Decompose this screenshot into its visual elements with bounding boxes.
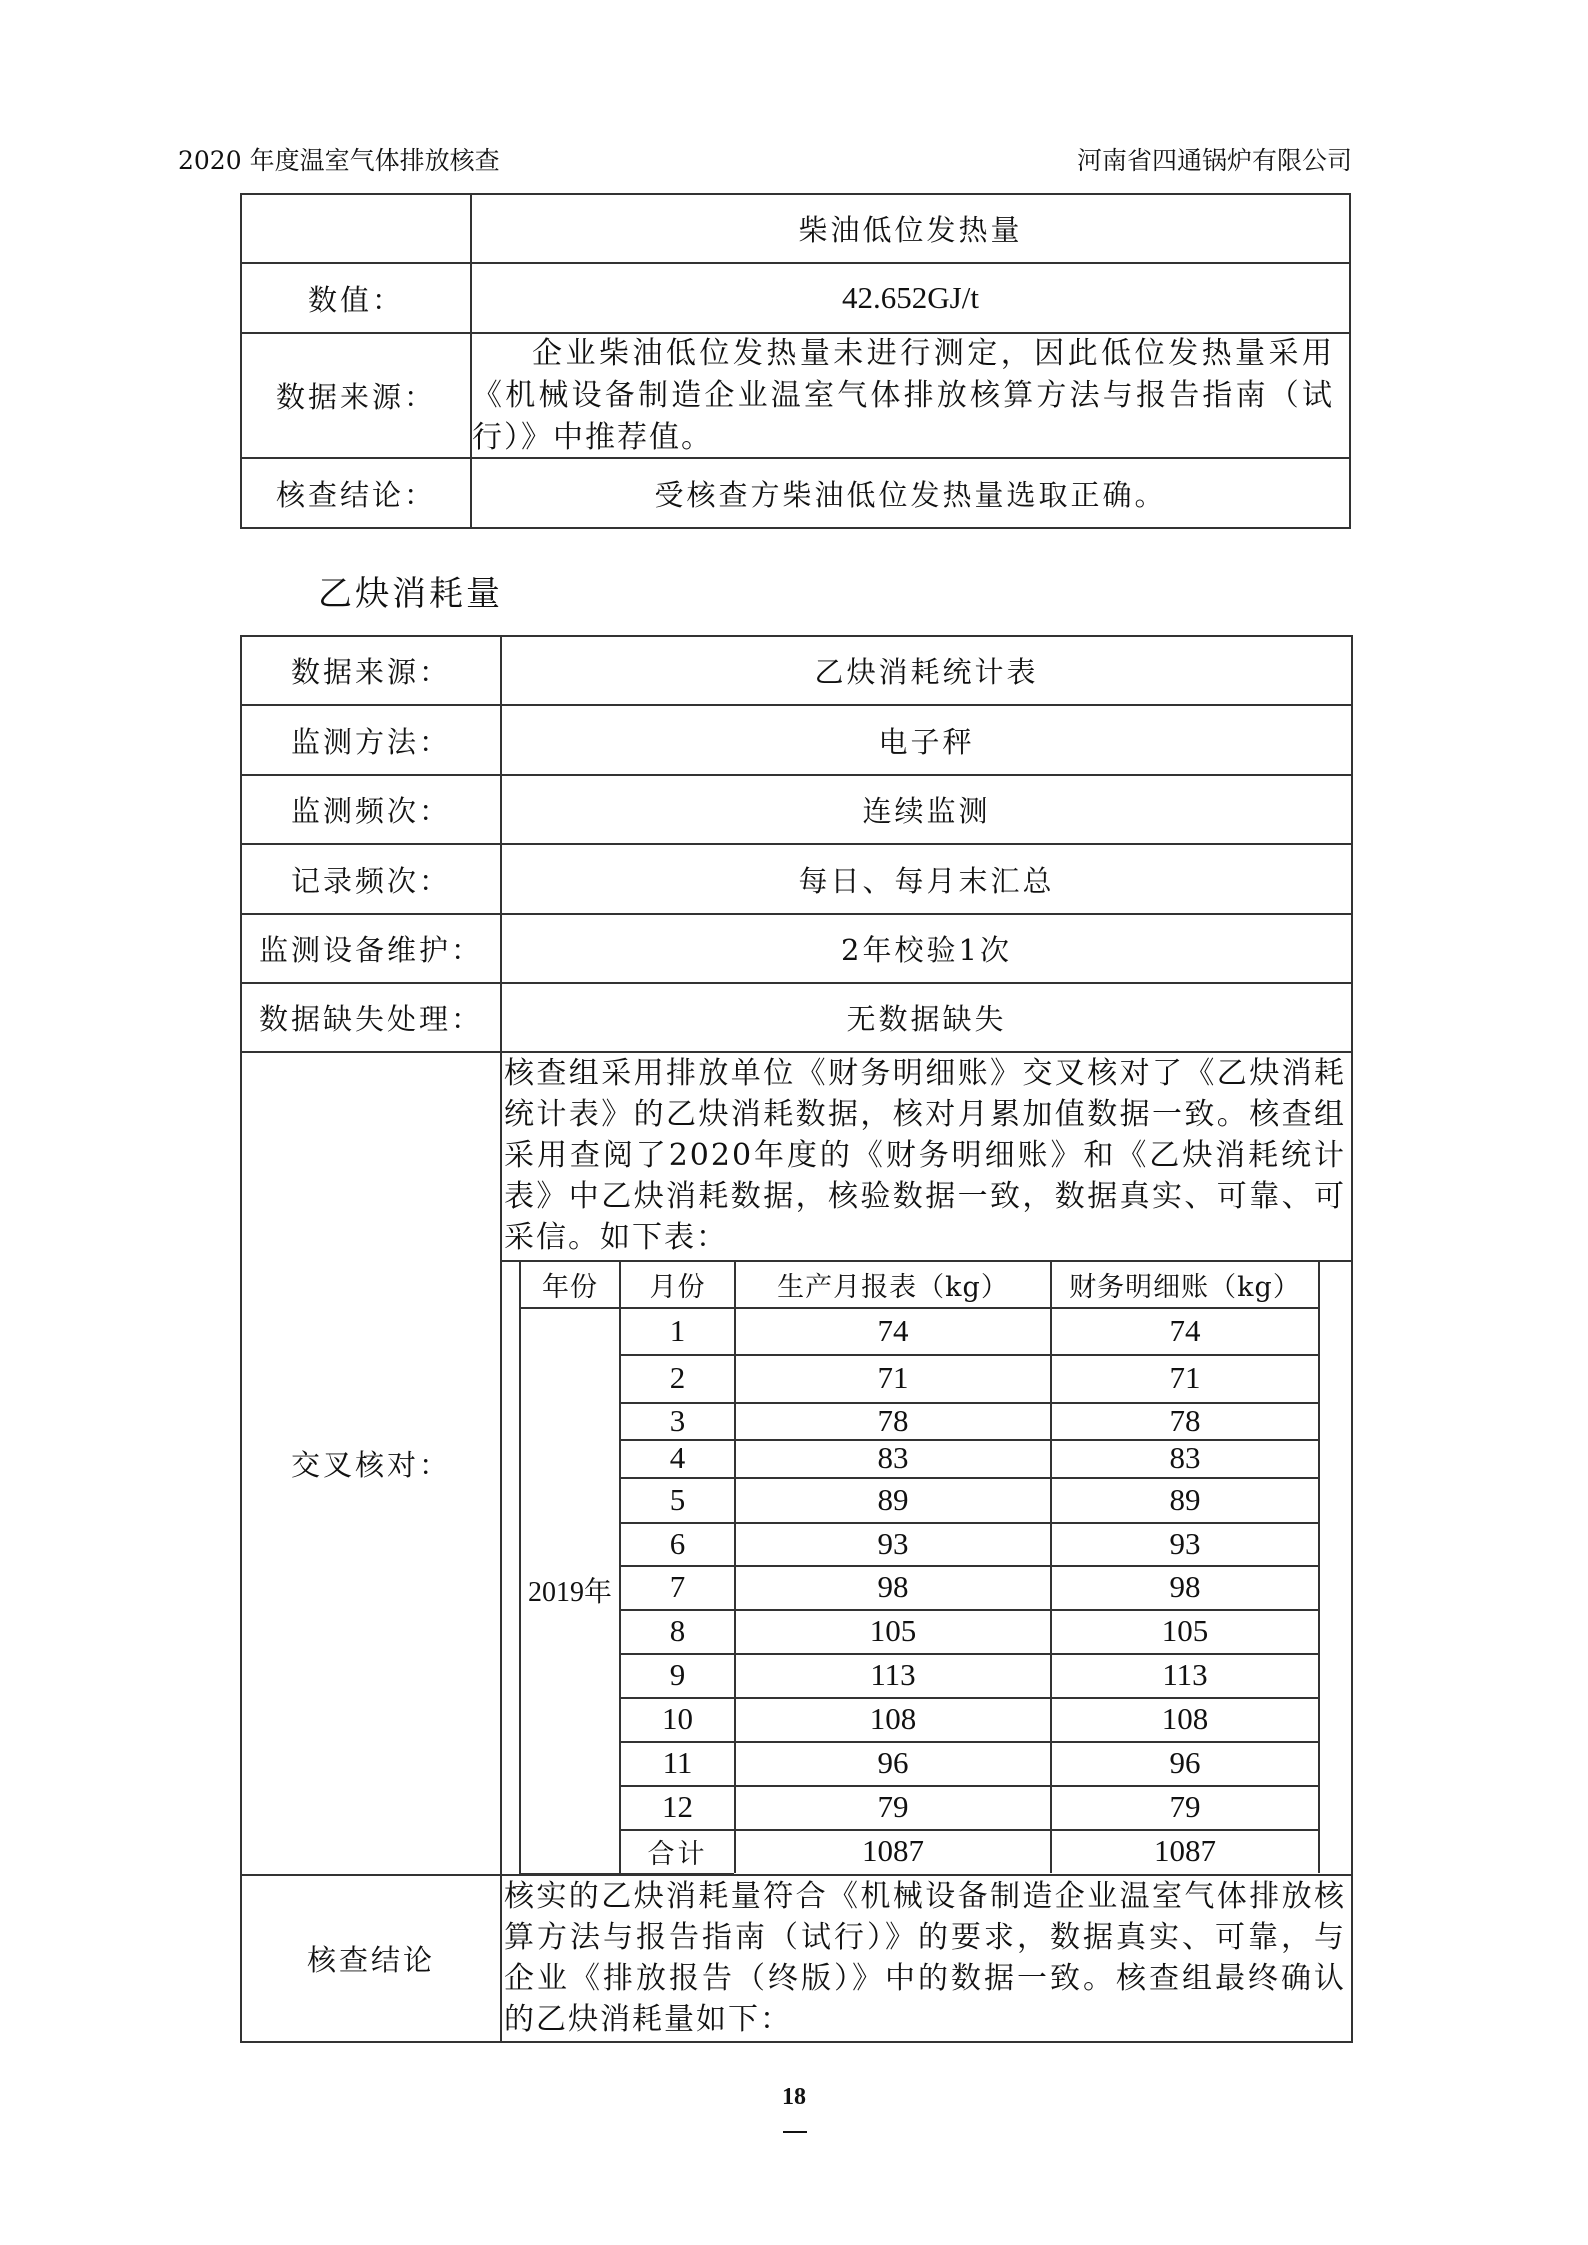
page-number-underline <box>783 2131 807 2133</box>
finance-value-cell: 93 <box>1169 1525 1201 1561</box>
row-value-missing-data: 无数据缺失 <box>846 1002 1007 1036</box>
month-cell: 10 <box>662 1701 693 1736</box>
production-value-cell: 83 <box>877 1440 909 1475</box>
row-value-data-source: 乙炔消耗统计表 <box>814 655 1039 689</box>
row-label-data-source: 数据来源： <box>290 655 451 689</box>
section-title-acetylene: 乙炔消耗量 <box>318 574 503 614</box>
year-cell: 2019年 <box>527 1577 612 1608</box>
month-cell: 12 <box>662 1789 693 1824</box>
cross-check-text: 核查组采用排放单位《财务明细账》交叉核对了《乙炔消耗统计表》的乙炔消耗数据，核对月累加值数据一致。核查组采用查阅了2020年度的《财务明细账》和《乙炔消耗统计表》中乙炔消耗数据，核验数据一致，数据真实、可靠、可采信。如下表： <box>504 1056 1346 1255</box>
nested-row-line <box>519 1873 734 1875</box>
diesel-table-title: 柴油低位发热量 <box>798 213 1023 247</box>
row-label-equipment-maintenance: 监测设备维护： <box>258 933 483 967</box>
production-value-cell: 89 <box>877 1481 909 1517</box>
calorific-value: 42.652GJ/t <box>842 280 979 315</box>
total-finance-cell: 1087 <box>1154 1833 1216 1868</box>
production-value-cell: 74 <box>877 1312 909 1348</box>
production-value-cell: 113 <box>870 1657 916 1692</box>
data-source-label: 数据来源： <box>275 380 436 414</box>
production-value-cell: 108 <box>869 1701 917 1736</box>
production-value-cell: 98 <box>877 1569 909 1604</box>
month-cell: 1 <box>669 1312 686 1348</box>
final-conclusion-text: 核实的乙炔消耗量符合《机械设备制造企业温室气体排放核算方法与报告指南（试行）》的要求，数据真实、可靠，与企业《排放报告（终版）》中的数据一致。核查组最终确认的乙炔消耗量如下： <box>504 1879 1346 2037</box>
header-production-report: 生产月报表（kg） <box>777 1271 1009 1303</box>
month-cell: 5 <box>669 1481 686 1517</box>
month-cell: 3 <box>669 1402 686 1438</box>
finance-value-cell: 89 <box>1169 1481 1201 1517</box>
final-conclusion-label: 核查结论 <box>306 1943 435 1977</box>
month-cell: 8 <box>669 1613 686 1648</box>
row-label-monitoring-frequency: 监测频次： <box>290 794 451 828</box>
row-value-monitoring-method: 电子秤 <box>878 724 975 759</box>
finance-value-cell: 113 <box>1162 1657 1208 1692</box>
month-cell: 4 <box>669 1440 686 1475</box>
total-production-cell: 1087 <box>862 1833 924 1868</box>
row-value-monitoring-frequency: 连续监测 <box>862 794 991 828</box>
finance-value-cell: 108 <box>1161 1701 1209 1736</box>
month-cell: 11 <box>662 1745 693 1780</box>
finance-value-cell: 71 <box>1169 1360 1201 1395</box>
cross-check-label: 交叉核对： <box>290 1448 451 1482</box>
value-label: 数值： <box>307 282 404 317</box>
month-cell: 7 <box>669 1569 686 1604</box>
finance-value-cell: 105 <box>1161 1613 1209 1648</box>
production-value-cell: 93 <box>877 1525 909 1561</box>
production-value-cell: 105 <box>869 1613 917 1648</box>
finance-value-cell: 79 <box>1169 1789 1201 1824</box>
month-cell: 6 <box>669 1525 686 1561</box>
finance-value-cell: 98 <box>1169 1569 1201 1604</box>
total-label-cell: 合计 <box>647 1838 708 1870</box>
month-cell: 9 <box>669 1657 686 1692</box>
conclusion-text: 受核查方柴油低位发热量选取正确。 <box>654 477 1167 512</box>
production-value-cell: 71 <box>877 1360 909 1395</box>
month-cell: 2 <box>669 1360 686 1395</box>
finance-value-cell: 74 <box>1169 1312 1201 1348</box>
row-value-equipment-maintenance: 2年校验1次 <box>841 933 1012 967</box>
header-company-name: 河南省四通锅炉有限公司 <box>1076 146 1352 175</box>
header-finance-ledger: 财务明细账（kg） <box>1069 1271 1301 1303</box>
finance-value-cell: 83 <box>1169 1440 1201 1475</box>
nested-col-line <box>1318 1261 1320 1873</box>
header-month: 月份 <box>649 1271 706 1303</box>
row-label-missing-data: 数据缺失处理： <box>258 1002 483 1036</box>
header-year: 年份 <box>542 1271 598 1303</box>
finance-value-cell: 96 <box>1169 1745 1201 1780</box>
production-value-cell: 78 <box>877 1402 909 1438</box>
page-number: 18 <box>782 2084 806 2110</box>
production-value-cell: 79 <box>877 1789 909 1824</box>
finance-value-cell: 78 <box>1169 1402 1201 1438</box>
header-report-title: 2020 年度温室气体排放核查 <box>178 146 500 175</box>
row-label-monitoring-method: 监测方法： <box>290 724 451 759</box>
production-value-cell: 96 <box>877 1745 909 1780</box>
row-label-recording-frequency: 记录频次： <box>290 863 451 898</box>
conclusion-label: 核查结论： <box>275 477 436 512</box>
row-value-recording-frequency: 每日、每月末汇总 <box>798 863 1055 898</box>
data-source-text: 企业柴油低位发热量未进行测定，因此低位发热量采用《机械设备制造企业温室气体排放核算方法与报告指南（试行）》中推荐值。 <box>472 336 1334 455</box>
